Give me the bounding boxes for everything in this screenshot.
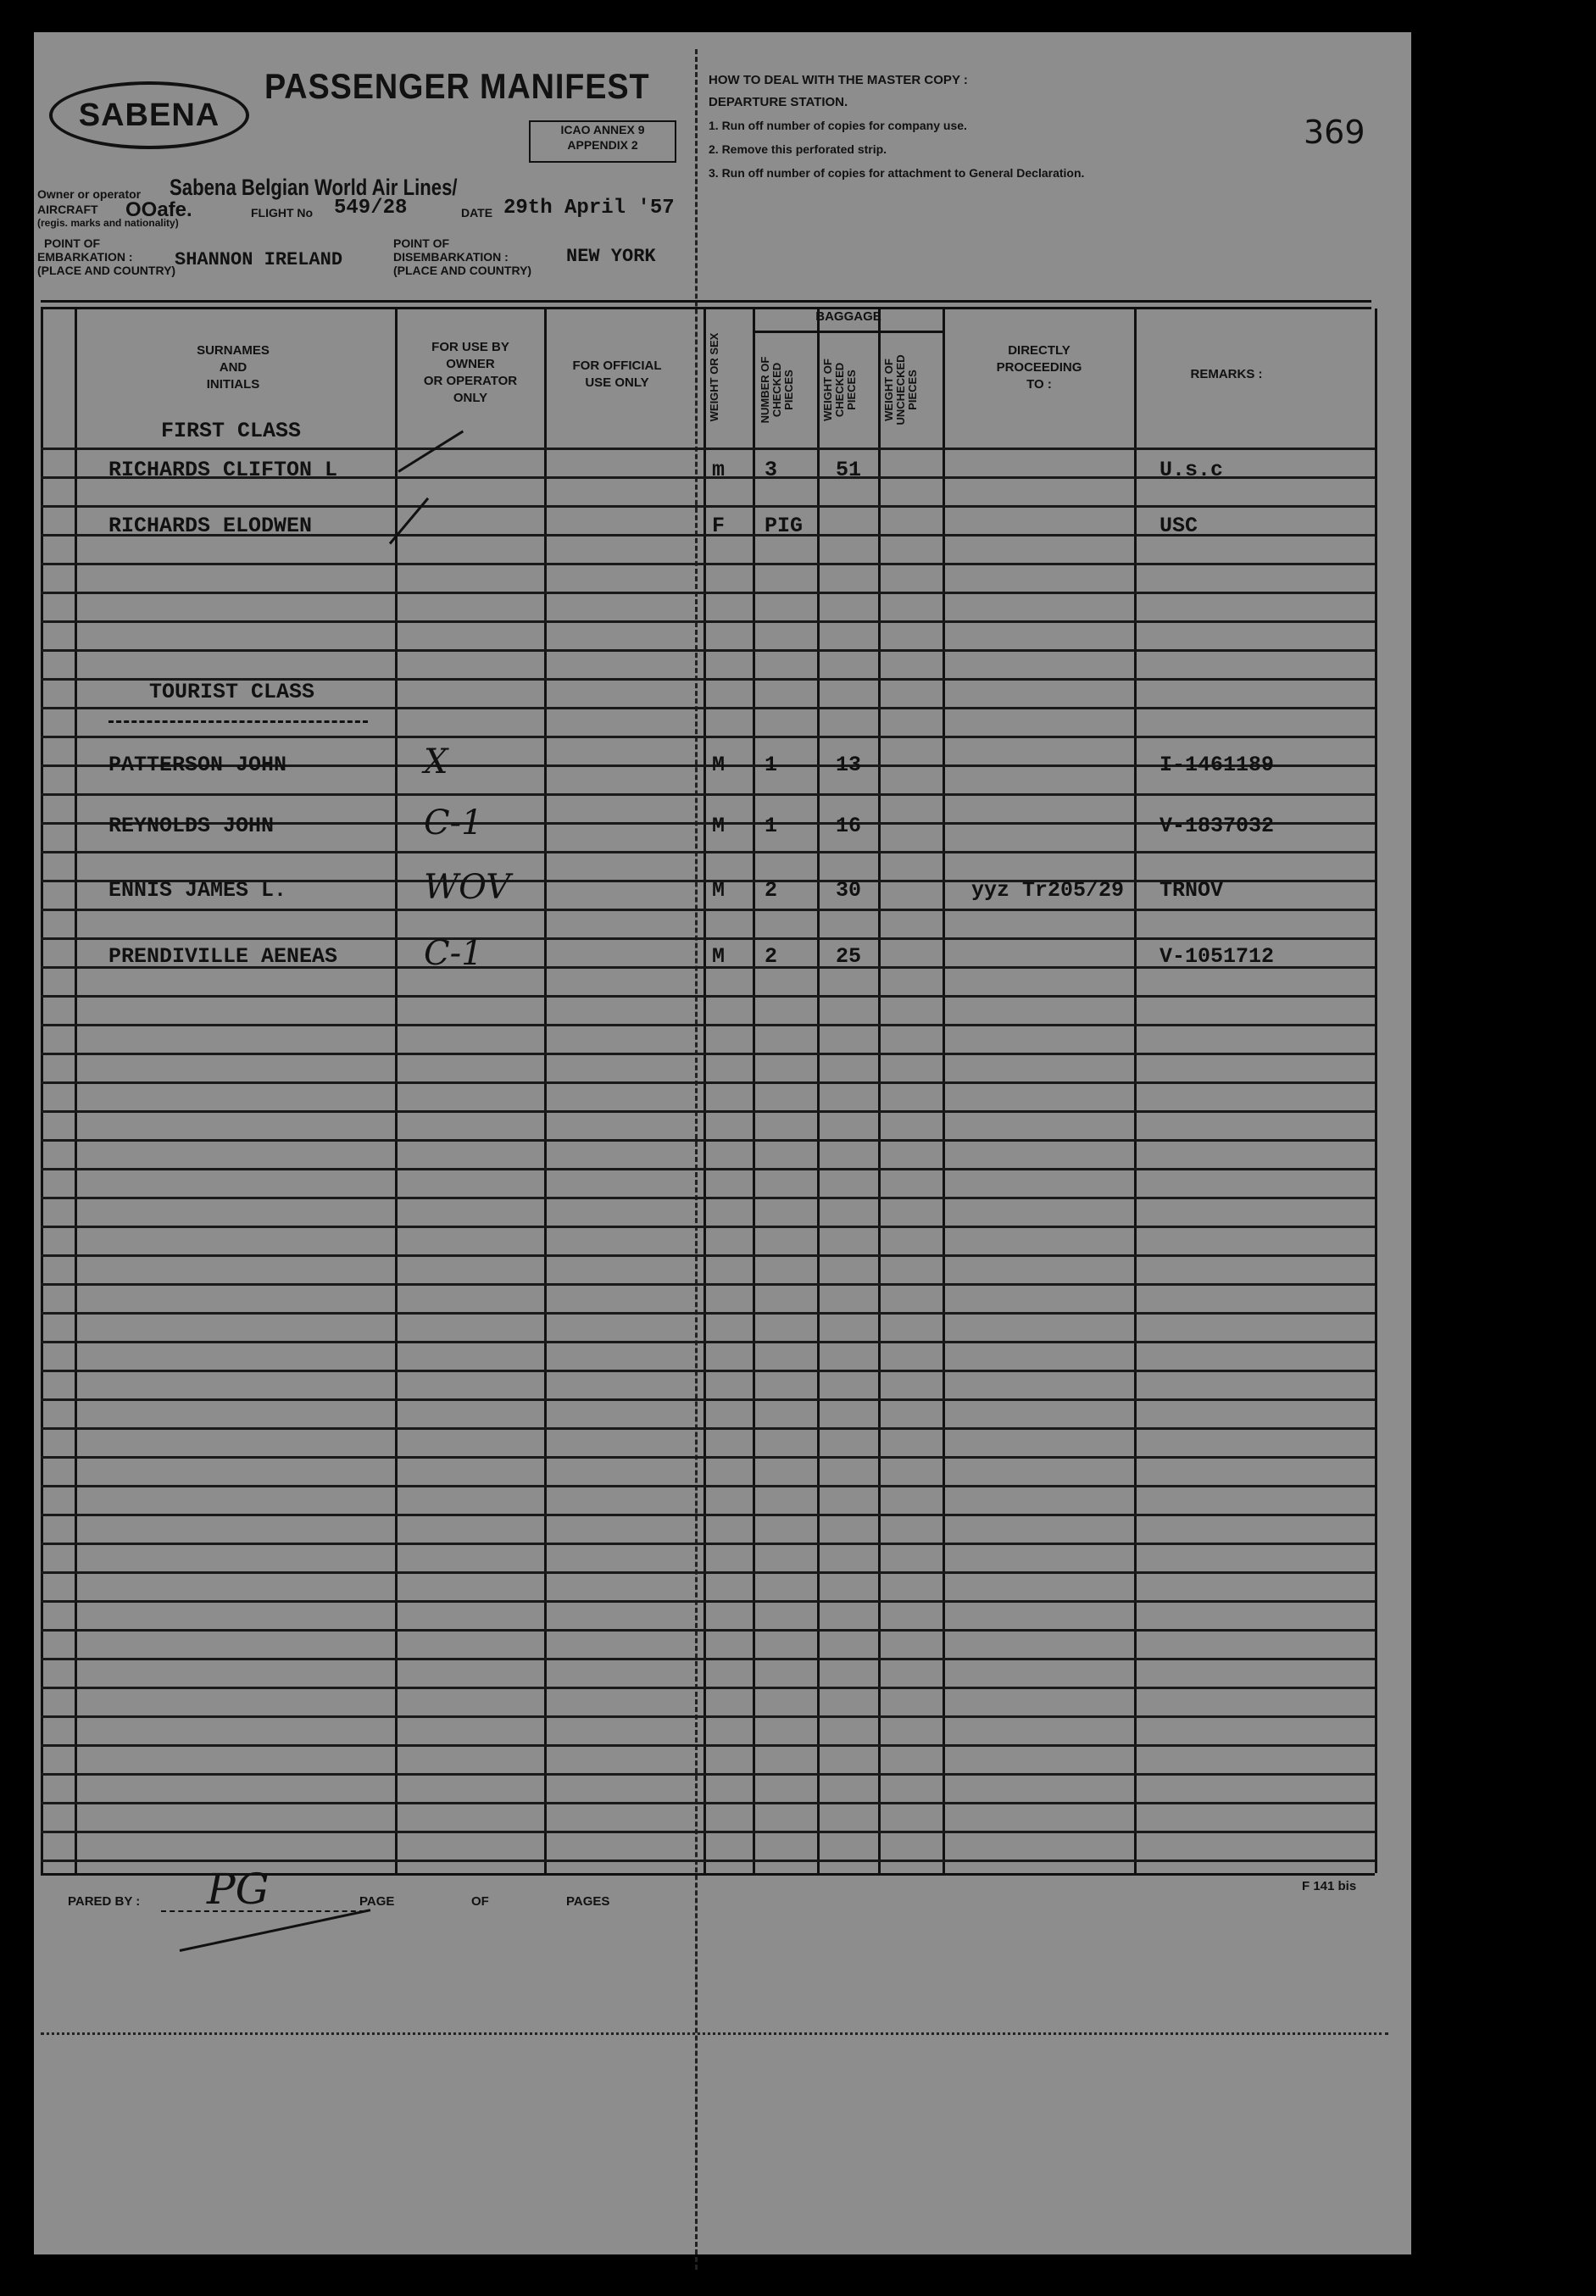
header-text: TO : (1026, 377, 1052, 392)
registration-note: (regis. marks and nationality) (37, 217, 179, 229)
row-rule (41, 448, 1375, 450)
row-rule (41, 1629, 1375, 1632)
row-rule (41, 1139, 1375, 1142)
baggage-divider (753, 331, 943, 333)
column-divider (544, 309, 547, 1873)
remarks: V-1837032 (1159, 814, 1275, 838)
instruction-item: 3. Run off number of copies for attachment to General Declaration. (709, 166, 1085, 180)
proceeding-header (948, 342, 1131, 393)
row-rule (41, 937, 1375, 940)
row-rule (41, 1398, 1375, 1401)
header-text: INITIALS (206, 377, 260, 392)
owner-use-header (398, 339, 542, 407)
passenger-sex: F (712, 514, 726, 538)
owner-mark: WOV (424, 868, 511, 907)
disembark-label: POINT OF (393, 236, 450, 250)
table-top-border (41, 300, 1371, 303)
passenger-name: REYNOLDS JOHN (108, 814, 275, 838)
row-rule (41, 851, 1375, 853)
passenger-name: PRENDIVILLE AENEAS (108, 944, 338, 969)
remarks: TRNOV (1159, 878, 1224, 903)
remarks-header: REMARKS : (1190, 367, 1263, 381)
checked-pieces: 2 (765, 944, 778, 969)
row-rule (41, 1197, 1375, 1199)
owner-mark: C-1 (424, 803, 483, 842)
row-rule (41, 1571, 1375, 1574)
wt-unchecked-header (883, 339, 919, 441)
sabena-logo: SABENA (49, 81, 249, 149)
row-rule (41, 1341, 1375, 1343)
header-text: WEIGHT OF (821, 359, 834, 421)
of-label: OF (471, 1894, 489, 1909)
operator-value: Sabena Belgian World Air Lines/ (170, 175, 458, 200)
date-label: DATE (461, 206, 493, 220)
header-text: FOR OFFICIAL (572, 359, 662, 373)
passenger-sex: m (712, 458, 726, 482)
remarks: I-1461189 (1159, 753, 1275, 777)
checked-pieces: 1 (765, 753, 778, 777)
header-text: NUMBER OF (759, 356, 771, 424)
embark-label: POINT OF (44, 236, 101, 250)
remarks: V-1051712 (1159, 944, 1275, 969)
row-rule (41, 1514, 1375, 1516)
header-text: ONLY (453, 391, 488, 405)
disembark-label: DISEMBARKATION : (393, 250, 509, 264)
checked-pieces: 1 (765, 814, 778, 838)
baggage-header: BAGGAGE (815, 309, 881, 324)
column-divider (1375, 309, 1377, 1873)
column-divider (41, 309, 43, 1873)
instructions-heading: HOW TO DEAL WITH THE MASTER COPY : (709, 73, 968, 87)
row-rule (41, 1283, 1375, 1286)
header-text: AND (219, 360, 247, 375)
row-rule (41, 1226, 1375, 1228)
operator-label: Owner or operator (37, 187, 142, 201)
passenger-sex: M (712, 753, 726, 777)
wt-checked-header (822, 339, 858, 441)
owner-mark: X (424, 742, 448, 781)
row-rule (41, 1715, 1375, 1718)
checked-weight: 51 (836, 458, 862, 482)
header-text: PIECES (782, 370, 795, 410)
header-text: CHECKED (770, 362, 783, 418)
row-rule (41, 1053, 1375, 1055)
passenger-name: ENNIS JAMES L. (108, 878, 287, 903)
form-code: F 141 bis (1302, 1879, 1357, 1893)
header-text: PIECES (845, 370, 858, 410)
checked-weight: 13 (836, 753, 862, 777)
perforation-line (695, 49, 698, 2270)
row-rule (41, 1860, 1375, 1862)
embark-label: (PLACE AND COUNTRY) (37, 264, 176, 277)
row-rule (41, 1802, 1375, 1804)
row-rule (41, 1024, 1375, 1026)
owner-mark: C-1 (424, 934, 483, 973)
header-text: OR OPERATOR (423, 374, 518, 388)
icao-appendix-line: APPENDIX 2 (567, 138, 638, 152)
row-rule (41, 1773, 1375, 1776)
row-rule (41, 1254, 1375, 1257)
checked-pieces: PIG (765, 514, 804, 538)
official-use-header (549, 358, 685, 392)
header-text: UNCHECKED (894, 354, 907, 425)
weight-sex-header: WEIGHT OR SEX (708, 332, 720, 422)
column-divider (703, 309, 706, 1873)
checked-weight: 16 (836, 814, 862, 838)
row-rule (41, 736, 1375, 738)
row-rule (41, 1485, 1375, 1487)
prepared-by-label: PARED BY : (68, 1894, 141, 1909)
row-rule (41, 620, 1375, 623)
passenger-name: RICHARDS ELODWEN (108, 514, 313, 538)
column-divider (943, 309, 945, 1873)
row-rule (41, 1831, 1375, 1833)
row-rule (41, 1543, 1375, 1545)
embark-label: EMBARKATION : (37, 250, 133, 264)
header-text: SURNAMES (197, 343, 270, 358)
header-text: OWNER (446, 357, 495, 371)
tourist-class-underline (108, 720, 368, 723)
header-text: USE ONLY (585, 375, 649, 390)
column-divider (75, 309, 77, 1873)
row-rule (41, 505, 1375, 508)
instructions-station: DEPARTURE STATION. (709, 95, 848, 109)
row-rule (41, 1427, 1375, 1430)
prepared-by-signature: PG (207, 1865, 270, 1914)
bottom-perforation (41, 2032, 1388, 2035)
column-divider (817, 309, 820, 1873)
date-value: 29th April '57 (503, 197, 675, 220)
row-rule (41, 909, 1375, 911)
row-rule (41, 1110, 1375, 1113)
row-rule (41, 1456, 1375, 1459)
row-rule (41, 1744, 1375, 1747)
row-rule (41, 1658, 1375, 1660)
header-text: PIECES (906, 370, 919, 410)
flight-value: 549/28 (334, 197, 408, 220)
row-rule (41, 563, 1375, 565)
row-rule (41, 995, 1375, 998)
passenger-sex: M (712, 814, 726, 838)
page-label: PAGE (359, 1894, 395, 1909)
checked-weight: 30 (836, 878, 862, 903)
row-rule (41, 1600, 1375, 1603)
tourist-class-label: TOURIST CLASS (149, 680, 315, 704)
column-divider (395, 309, 398, 1873)
checked-pieces: 3 (765, 458, 778, 482)
proceeding-to: yyz Tr205/29 (971, 878, 1125, 903)
header-text: FOR USE BY (431, 340, 509, 354)
checked-weight: 25 (836, 944, 862, 969)
passenger-name: PATTERSON JOHN (108, 753, 287, 777)
row-rule (41, 592, 1375, 594)
icao-annex-box (529, 120, 676, 163)
row-rule (41, 1687, 1375, 1689)
disembark-value: NEW YORK (566, 246, 656, 267)
icao-annex-line: ICAO ANNEX 9 (560, 123, 645, 136)
passenger-sex: M (712, 878, 726, 903)
header-text: CHECKED (833, 362, 846, 418)
passenger-sex: M (712, 944, 726, 969)
row-rule (41, 649, 1375, 652)
pages-label: PAGES (566, 1894, 610, 1909)
checked-pieces: 2 (765, 878, 778, 903)
disembark-label: (PLACE AND COUNTRY) (393, 264, 532, 277)
instruction-item: 2. Remove this perforated strip. (709, 142, 887, 156)
document-title: PASSENGER MANIFEST (264, 66, 650, 106)
first-class-label: FIRST CLASS (161, 419, 302, 443)
header-text: WEIGHT OF (882, 359, 895, 421)
remarks: USC (1159, 514, 1198, 538)
remarks: U.s.c (1159, 458, 1224, 482)
embark-value: SHANNON IRELAND (175, 249, 343, 270)
row-rule (41, 707, 1375, 709)
row-rule (41, 1168, 1375, 1170)
aircraft-label: AIRCRAFT (37, 203, 98, 216)
header-text: DIRECTLY (1008, 343, 1070, 358)
column-divider (878, 309, 881, 1873)
passenger-name: RICHARDS CLIFTON L (108, 458, 338, 482)
flight-label: FLIGHT No (251, 206, 314, 220)
row-rule (41, 1370, 1375, 1372)
column-divider (753, 309, 755, 1873)
table-top-border (41, 307, 1371, 309)
page-number: 369 (1304, 114, 1365, 151)
row-rule (41, 1312, 1375, 1315)
surnames-header (127, 342, 339, 393)
aircraft-value: OOafe. (125, 198, 192, 221)
row-rule (41, 1081, 1375, 1084)
num-checked-header (759, 339, 795, 441)
row-rule (41, 793, 1375, 796)
column-divider (1134, 309, 1137, 1873)
header-text: PROCEEDING (996, 360, 1082, 375)
instruction-item: 1. Run off number of copies for company use. (709, 119, 967, 132)
